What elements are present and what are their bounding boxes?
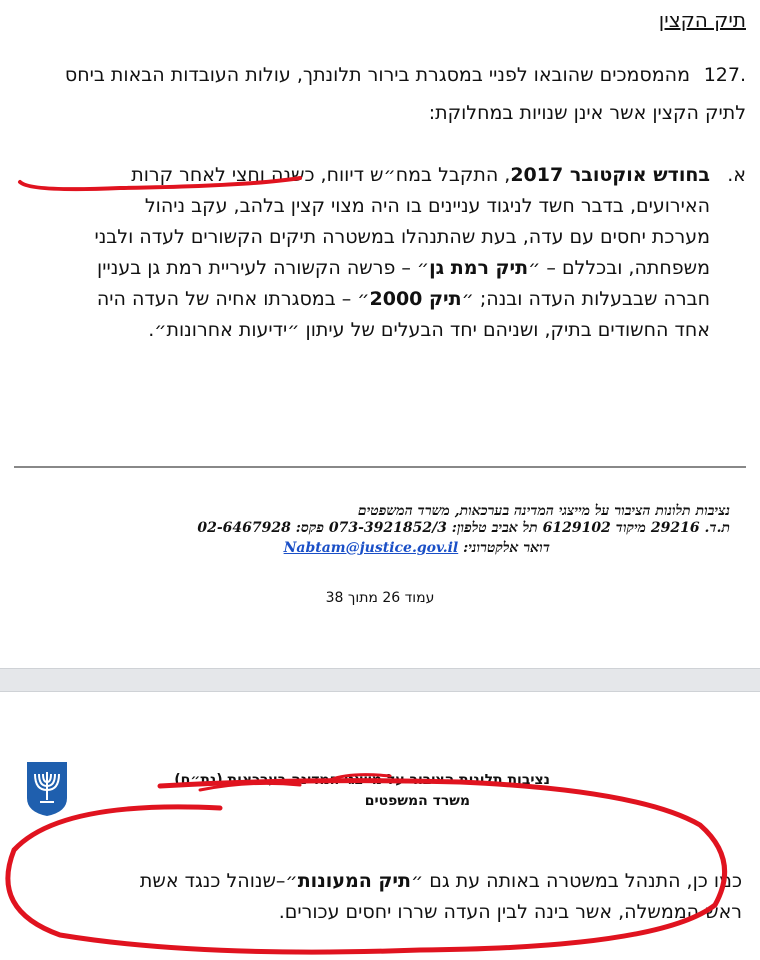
footer-email-row bbox=[284, 540, 550, 557]
item-a-line5 bbox=[5, 284, 710, 315]
footer-email-label: דואר אלקטרוני: bbox=[463, 540, 550, 556]
page2-paragraph bbox=[62, 866, 742, 928]
page2-header-ministry: משרד המשפטים bbox=[364, 793, 470, 809]
footer-org: נציבות תלונות הציבור על מייצגי המדינה בערכאות, משרד המשפטים bbox=[357, 503, 730, 519]
item-a-line5-c: ״ – במסגרתו אחיה של העדה היה bbox=[96, 288, 370, 310]
item-a-paragraph bbox=[5, 160, 710, 346]
section-heading: תיק הקצין bbox=[658, 8, 746, 32]
footer-address: ת.ד. 29216 מיקוד 6129102 תל אביב טלפון: 073-3921852/3 פקס: 02-6467928 bbox=[197, 520, 730, 536]
item-a-line1 bbox=[5, 160, 710, 191]
menorah-emblem-icon bbox=[24, 760, 70, 818]
page2-line2: ראש הממשלה, אשר בינה לבין העדה שררו יחסים עכורים. bbox=[278, 901, 742, 923]
page2-header-org: נציבות תלונות הציבור על מייצגי המדינה בערכאות (נת״ם) bbox=[174, 772, 550, 788]
maonot-case: תיק המעונות bbox=[297, 870, 411, 892]
footer-email-link[interactable]: Nabtam@justice.gov.il bbox=[283, 540, 459, 556]
page2-line1-c: ״–שנוהל כנגד אשת bbox=[139, 870, 298, 892]
page-break bbox=[0, 668, 760, 692]
paragraph-127-line1: מהמסמכים שהובאו לפניי במסגרת בירור תלונתך, עולות העובדות הבאות ביחס bbox=[64, 64, 690, 86]
item-a-line4-a: משפחתה, ובכללם – ״ bbox=[528, 257, 710, 279]
ramat-gan-case: תיק רמת גן bbox=[429, 257, 529, 279]
item-a-line4-c: ״ – פרשה הקשורה לעיריית רמת גן בעניין bbox=[97, 257, 430, 279]
item-a-line6: אחד החשודים בתיק, ושניהם יחד הבעלים של עיתון ״ידיעות אחרונות״. bbox=[148, 319, 710, 341]
item-a-lead-rest: , התקבל במח״ש דיווח, כשנה וחצי לאחר קרות bbox=[131, 164, 511, 186]
footer-divider bbox=[14, 466, 746, 468]
item-a-line2: האירועים, בדבר חשד לניגוד עניינים בו היה מצוי קצין בלהב, עקב ניהול bbox=[144, 195, 710, 217]
item-a-line3: מערכת יחסים עם עדה, בעת שהתנהלו במשטרה תיקים הקשורים לעדה ולבני bbox=[94, 226, 710, 248]
page2-line1-a: כמו כן, התנהל במשטרה באותה עת גם ״ bbox=[410, 870, 742, 892]
item-a-line5-a: חברה שבבעלות העדה ובנה; ״ bbox=[461, 288, 710, 310]
item-a-line4 bbox=[5, 253, 710, 284]
paragraph-127-line2: לתיק הקצין אשר אינן שנויות במחלוקת: bbox=[428, 102, 746, 124]
item-letter: א. bbox=[727, 164, 746, 186]
page2-line1 bbox=[62, 866, 742, 897]
item-a-lead-bold: בחודש אוקטובר 2017 bbox=[510, 164, 710, 186]
case-2000: תיק 2000 bbox=[369, 288, 462, 310]
paragraph-number: .127 bbox=[703, 64, 746, 86]
page-number: עמוד 26 מתוך 38 bbox=[325, 590, 435, 606]
